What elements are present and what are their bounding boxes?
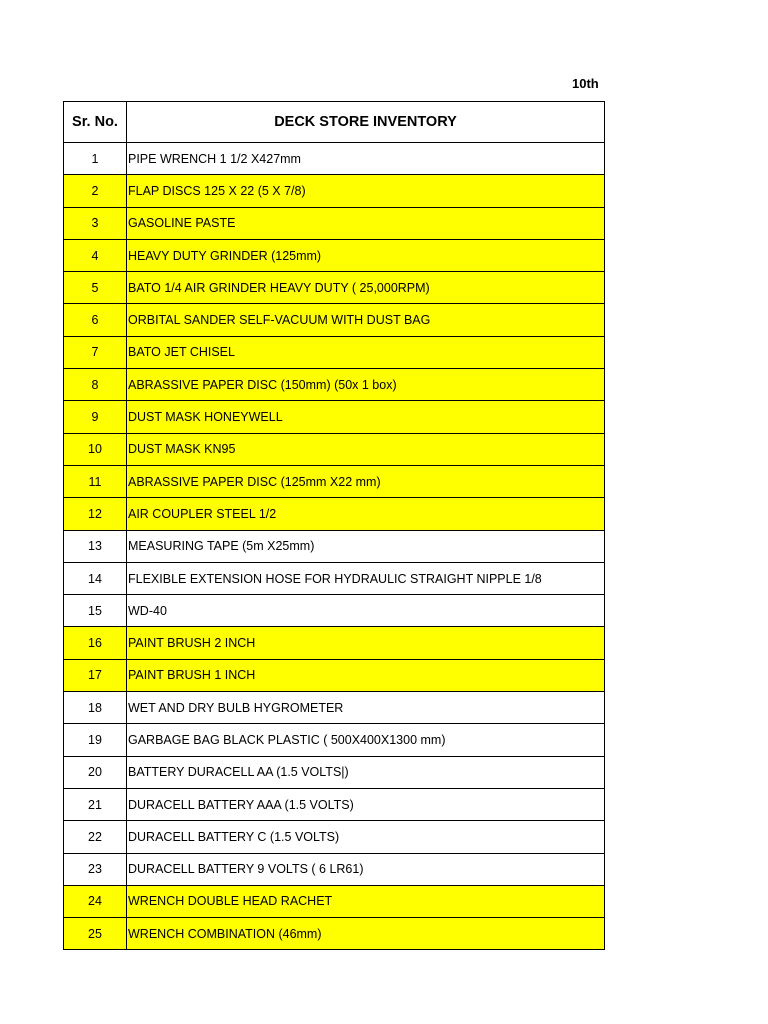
row-item: ABRASSIVE PAPER DISC (125mm X22 mm) [127, 465, 605, 497]
inventory-body [64, 143, 605, 950]
row-item: FLAP DISCS 125 X 22 (5 X 7/8) [127, 175, 605, 207]
row-item: WRENCH COMBINATION (46mm) [127, 918, 605, 950]
row-number: 16 [64, 627, 127, 659]
table-row [64, 239, 605, 271]
row-item: GASOLINE PASTE [127, 207, 605, 239]
row-number: 23 [64, 853, 127, 885]
table-row [64, 627, 605, 659]
header-sr-no: Sr. No. [64, 102, 127, 143]
table-row [64, 724, 605, 756]
row-item: PIPE WRENCH 1 1/2 X427mm [127, 143, 605, 175]
row-item: DURACELL BATTERY AAA (1.5 VOLTS) [127, 788, 605, 820]
row-number: 13 [64, 530, 127, 562]
row-item: GARBAGE BAG BLACK PLASTIC ( 500X400X1300 mm) [127, 724, 605, 756]
table-row [64, 336, 605, 368]
table-row [64, 143, 605, 175]
row-number: 22 [64, 821, 127, 853]
row-number: 9 [64, 401, 127, 433]
row-number: 11 [64, 465, 127, 497]
row-item: ABRASSIVE PAPER DISC (150mm) (50x 1 box) [127, 369, 605, 401]
table-row [64, 692, 605, 724]
row-item: FLEXIBLE EXTENSION HOSE FOR HYDRAULIC STRAIGHT NIPPLE 1/8 [127, 562, 605, 594]
table-row [64, 498, 605, 530]
row-item: HEAVY DUTY GRINDER (125mm) [127, 239, 605, 271]
header-deck-store-inventory: DECK STORE INVENTORY [127, 102, 605, 143]
table-row [64, 918, 605, 950]
row-item: DUST MASK KN95 [127, 433, 605, 465]
row-number: 18 [64, 692, 127, 724]
row-number: 7 [64, 336, 127, 368]
inventory-table [63, 101, 605, 950]
table-row [64, 369, 605, 401]
row-number: 24 [64, 885, 127, 917]
table-row [64, 595, 605, 627]
row-number: 2 [64, 175, 127, 207]
row-number: 17 [64, 659, 127, 691]
row-item: BATTERY DURACELL AA (1.5 VOLTS|) [127, 756, 605, 788]
table-row [64, 788, 605, 820]
row-number: 21 [64, 788, 127, 820]
row-item: DUST MASK HONEYWELL [127, 401, 605, 433]
row-item: WD-40 [127, 595, 605, 627]
table-row [64, 304, 605, 336]
row-item: WET AND DRY BULB HYGROMETER [127, 692, 605, 724]
table-row [64, 207, 605, 239]
table-row [64, 659, 605, 691]
table-row [64, 401, 605, 433]
table-row [64, 853, 605, 885]
row-item: PAINT BRUSH 2 INCH [127, 627, 605, 659]
row-number: 12 [64, 498, 127, 530]
row-number: 5 [64, 272, 127, 304]
row-number: 10 [64, 433, 127, 465]
row-item: BATO JET CHISEL [127, 336, 605, 368]
row-item: DURACELL BATTERY C (1.5 VOLTS) [127, 821, 605, 853]
row-number: 25 [64, 918, 127, 950]
table-row [64, 175, 605, 207]
table-row [64, 821, 605, 853]
table-row [64, 756, 605, 788]
table-header-row [64, 102, 605, 143]
row-number: 15 [64, 595, 127, 627]
row-number: 8 [64, 369, 127, 401]
row-number: 4 [64, 239, 127, 271]
row-item: AIR COUPLER STEEL 1/2 [127, 498, 605, 530]
row-item: MEASURING TAPE (5m X25mm) [127, 530, 605, 562]
row-item: WRENCH DOUBLE HEAD RACHET [127, 885, 605, 917]
row-item: PAINT BRUSH 1 INCH [127, 659, 605, 691]
table-row [64, 433, 605, 465]
table-row [64, 465, 605, 497]
row-item: BATO 1/4 AIR GRINDER HEAVY DUTY ( 25,000RPM) [127, 272, 605, 304]
row-number: 14 [64, 562, 127, 594]
row-number: 3 [64, 207, 127, 239]
table-row [64, 562, 605, 594]
page-label: 10th [572, 76, 599, 91]
row-number: 1 [64, 143, 127, 175]
table-row [64, 885, 605, 917]
table-row [64, 272, 605, 304]
row-number: 20 [64, 756, 127, 788]
row-item: DURACELL BATTERY 9 VOLTS ( 6 LR61) [127, 853, 605, 885]
row-number: 6 [64, 304, 127, 336]
row-number: 19 [64, 724, 127, 756]
row-item: ORBITAL SANDER SELF-VACUUM WITH DUST BAG [127, 304, 605, 336]
table-row [64, 530, 605, 562]
